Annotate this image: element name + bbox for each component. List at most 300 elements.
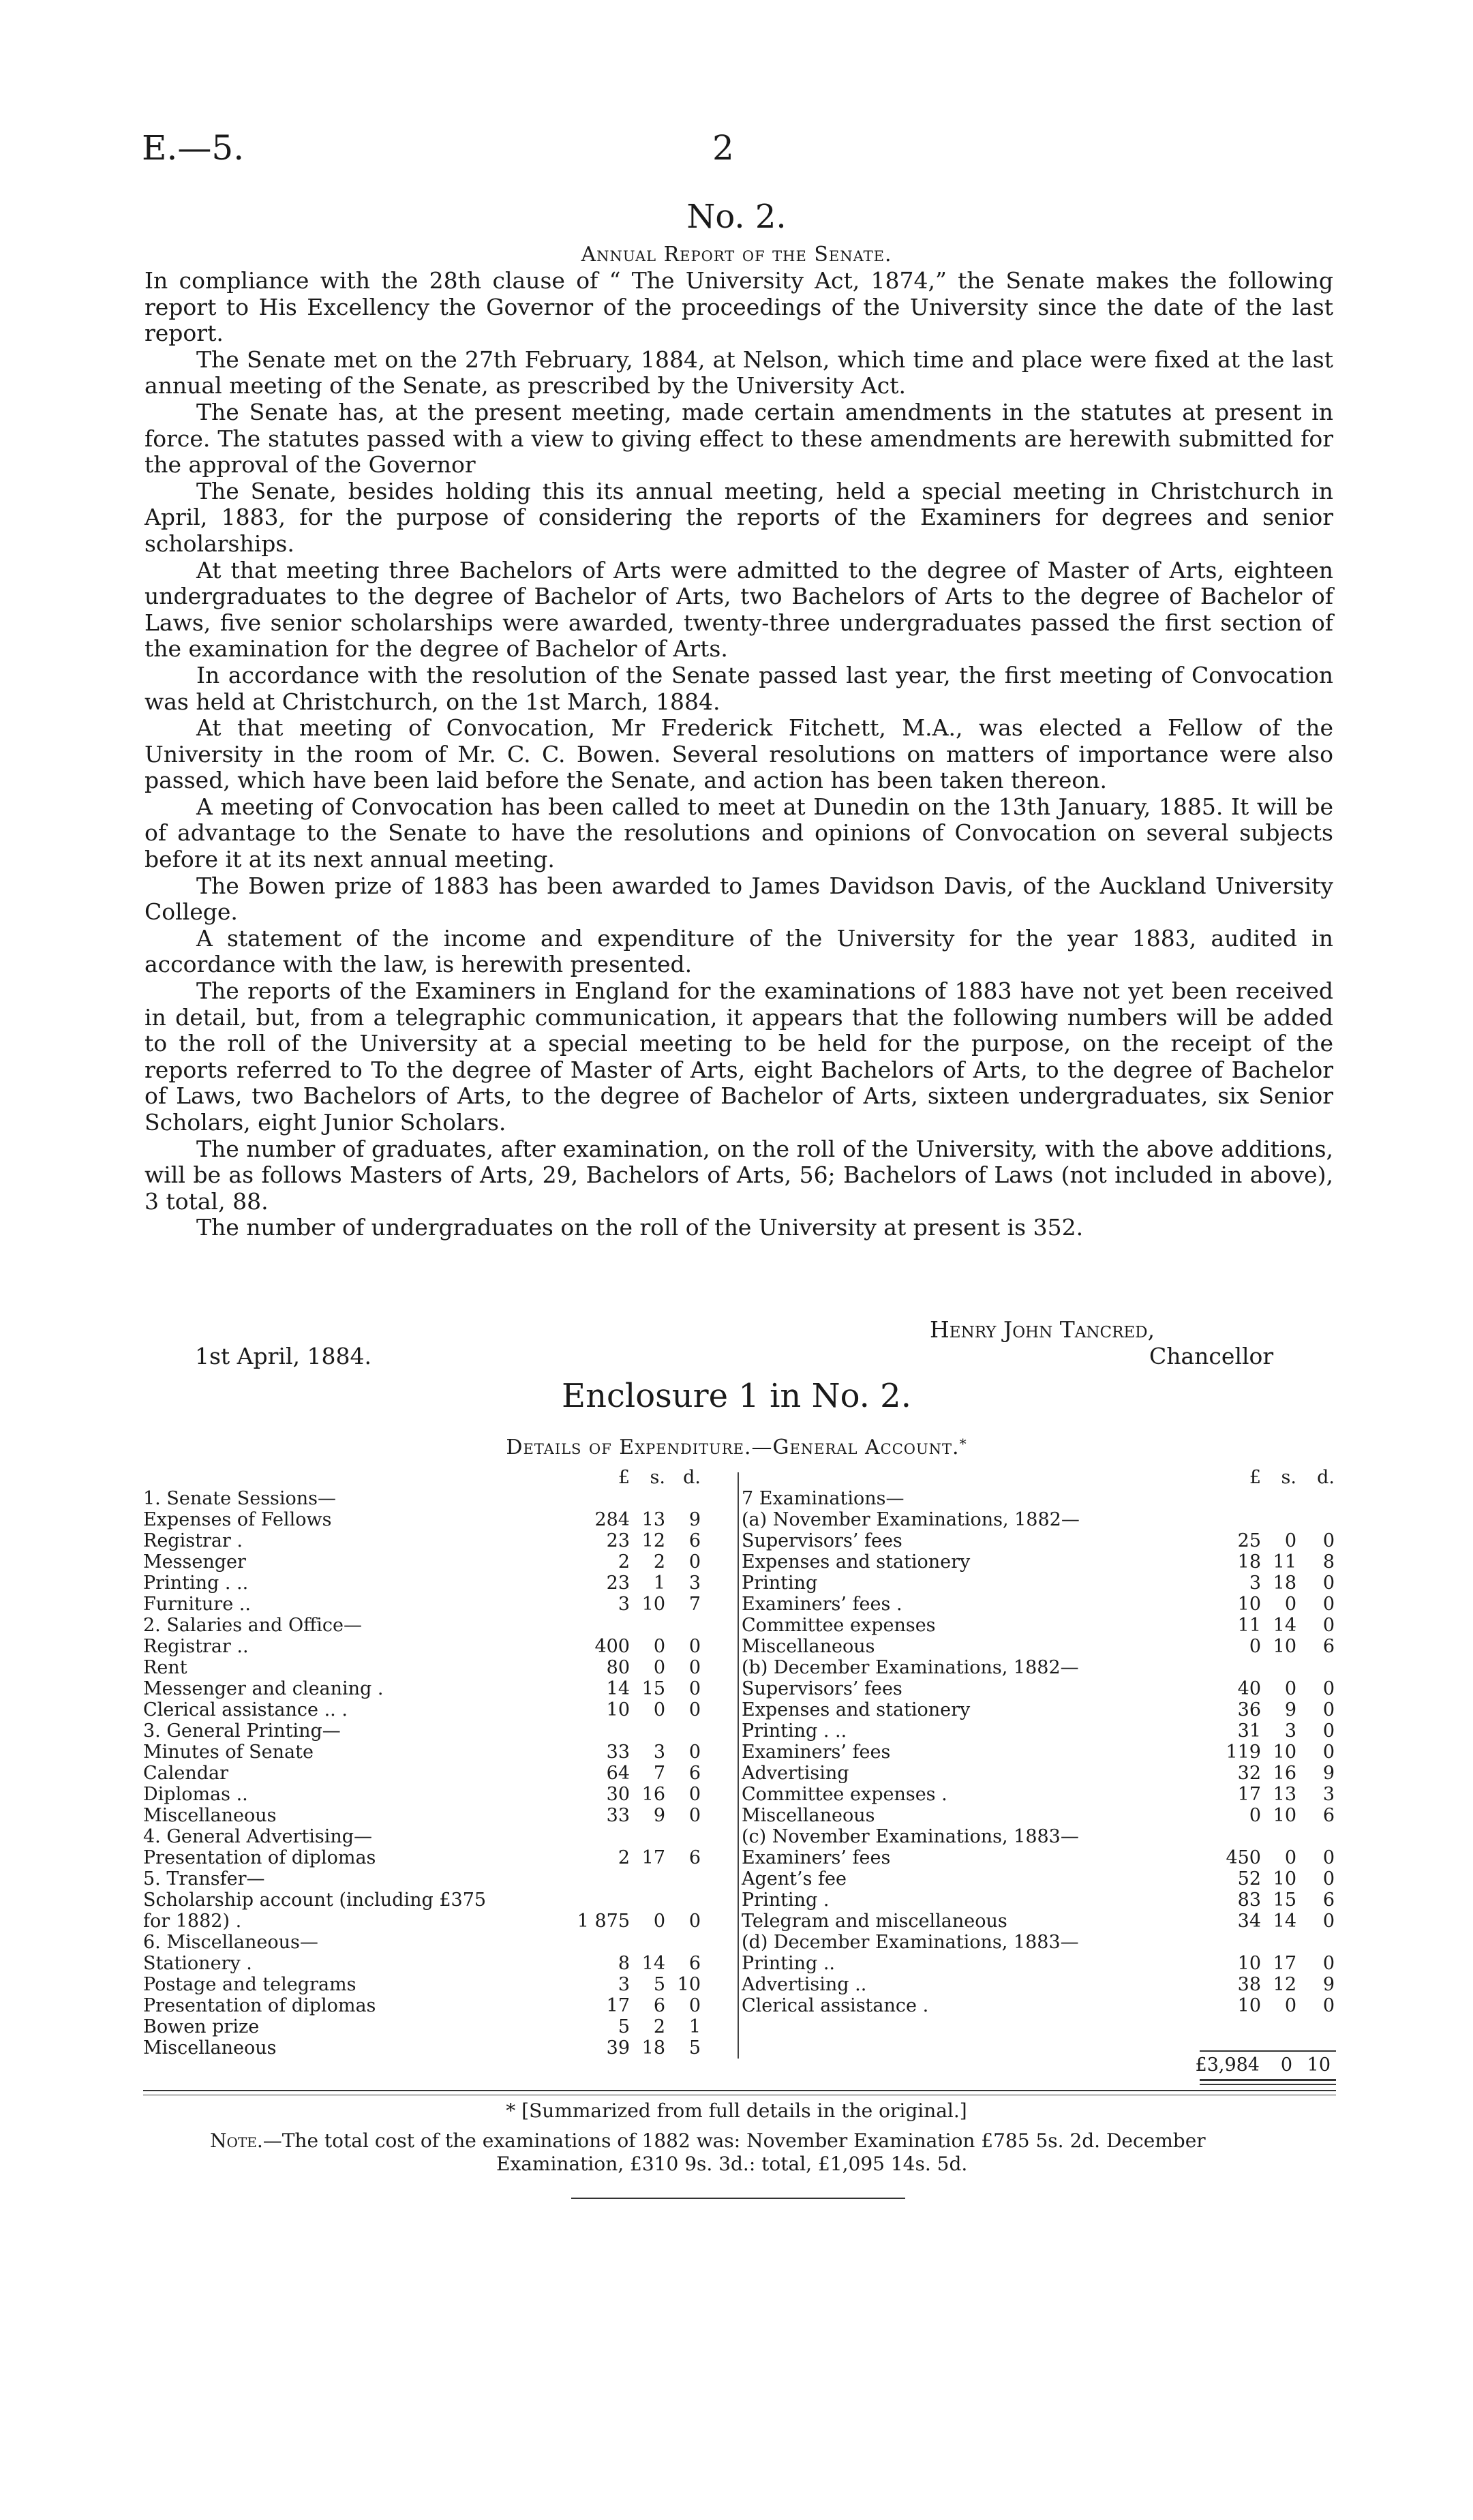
- amount-pounds: 3: [618, 1974, 630, 1995]
- amount-pounds: 0: [1249, 1805, 1261, 1826]
- row-spacer: [701, 1530, 736, 1551]
- amount-pence: 0: [688, 1678, 701, 1699]
- enclosure-title: Enclosure 1 in No. 2.: [562, 1377, 911, 1415]
- amount-pence: 6: [1322, 1889, 1335, 1911]
- amount-pence: 6: [1322, 1805, 1335, 1826]
- amount-shillings: [1261, 1932, 1296, 1953]
- amount-shillings: 0: [653, 1911, 665, 1932]
- amount-pence: 0: [1322, 1678, 1335, 1699]
- amount-pence: 0: [1322, 1720, 1335, 1742]
- amount-pounds: 30: [606, 1784, 630, 1805]
- amount-shillings: 17: [1273, 1953, 1296, 1974]
- expenditure-table-left: [143, 1467, 736, 2059]
- amount-pence: 6: [688, 1847, 701, 1868]
- amount-pounds: 11: [1237, 1615, 1261, 1636]
- document-code: E.—5.: [142, 128, 245, 168]
- item-label: Advertising ..: [742, 1974, 867, 1995]
- currency-header: d.: [683, 1467, 701, 1488]
- note-line: Examination, £310 9s. 3d.: total, £1,095 14s. 5d.: [496, 2153, 968, 2175]
- amount-pence: 5: [688, 2037, 701, 2059]
- amount-pence: [665, 1868, 701, 1889]
- amount-shillings: [1261, 1657, 1296, 1678]
- amount-pounds: 5: [618, 2016, 630, 2037]
- amount-pence: [665, 1889, 701, 1911]
- expenditure-row: [742, 1720, 1335, 1742]
- currency-header-row: [742, 1467, 1335, 1488]
- expenditure-row: [742, 1699, 1335, 1720]
- amount-shillings: [630, 1720, 665, 1742]
- amount-pounds: [1198, 1657, 1261, 1678]
- amount-shillings: [630, 1826, 665, 1847]
- item-label: Printing . ..: [742, 1720, 847, 1742]
- header-spacer: [143, 1467, 567, 1488]
- total-double-rule: [1200, 2079, 1336, 2081]
- amount-shillings: 0: [1284, 1530, 1296, 1551]
- report-subtitle: Annual Report of the Senate.: [581, 243, 892, 267]
- expenditure-row: [742, 1573, 1335, 1594]
- amount-pence: 8: [1322, 1551, 1335, 1573]
- amount-shillings: 14: [1273, 1615, 1296, 1636]
- row-spacer: [701, 1763, 736, 1784]
- paragraph: In compliance with the 28th clause of “ The University Act, 1874,” the Senate makes the following report to His Excellency the Governor of the proceedings of the University since the date of the last report.: [145, 267, 1333, 347]
- amount-pence: 0: [688, 1657, 701, 1678]
- amount-pounds: 36: [1237, 1699, 1261, 1720]
- expenditure-row: [742, 1868, 1335, 1889]
- expenditure-row: [742, 1889, 1335, 1911]
- item-label: Calendar: [143, 1763, 229, 1784]
- item-label: Supervisors’ fees: [742, 1678, 902, 1699]
- expenditure-row: [143, 1530, 736, 1551]
- expenditure-row: [143, 2037, 736, 2059]
- amount-pence: [1296, 1657, 1335, 1678]
- footnote: * [Summarized from full details in the original.]: [506, 2099, 967, 2122]
- amount-shillings: 2: [653, 2016, 665, 2037]
- row-spacer: [701, 1826, 736, 1847]
- row-spacer: [701, 1868, 736, 1889]
- end-rule: [571, 2198, 905, 2199]
- item-label: Expenses and stationery: [742, 1699, 971, 1720]
- item-label: Diplomas ..: [143, 1784, 248, 1805]
- amount-shillings: 9: [1284, 1699, 1296, 1720]
- amount-pence: 0: [688, 1805, 701, 1826]
- item-label: Bowen prize: [143, 2016, 260, 2037]
- expenditure-row: [742, 1826, 1335, 1847]
- expenditure-row: [143, 1995, 736, 2016]
- expenditure-row: [742, 1784, 1335, 1805]
- amount-pence: [665, 1488, 701, 1509]
- amount-pence: 6: [688, 1953, 701, 1974]
- item-label: Furniture ..: [143, 1594, 251, 1615]
- amount-shillings: 6: [653, 1995, 665, 2016]
- row-spacer: [701, 1699, 736, 1720]
- row-spacer: [701, 1889, 736, 1911]
- amount-pounds: 14: [606, 1678, 630, 1699]
- item-label: (a) November Examinations, 1882—: [742, 1509, 1080, 1530]
- amount-pence: 7: [688, 1594, 701, 1615]
- amount-pence: 3: [1322, 1784, 1335, 1805]
- amount-pence: 9: [688, 1509, 701, 1530]
- expenditure-row: [742, 1678, 1335, 1699]
- expenditure-row: [742, 1805, 1335, 1826]
- row-spacer: [701, 1594, 736, 1615]
- amount-pounds: [567, 1720, 630, 1742]
- row-spacer: [701, 1509, 736, 1530]
- expenditure-row: [143, 1742, 736, 1763]
- amount-pounds: 39: [606, 2037, 630, 2059]
- amount-pence: [1296, 1488, 1335, 1509]
- amount-pence: 9: [1322, 1974, 1335, 1995]
- expenditure-row: [742, 1974, 1335, 1995]
- amount-pence: 0: [1322, 1995, 1335, 2016]
- row-spacer: [701, 1974, 736, 1995]
- amount-shillings: 0: [1284, 1678, 1296, 1699]
- amount-shillings: 10: [1273, 1742, 1296, 1763]
- amount-shillings: [630, 1868, 665, 1889]
- row-spacer: [701, 2037, 736, 2059]
- paragraph: The Senate has, at the present meeting, made certain amendments in the statutes at present in force. The statutes passed with a view to giving effect to these amendments are herewith submitted for the approval of the Governor: [145, 398, 1333, 479]
- amount-pounds: 34: [1237, 1911, 1261, 1932]
- page-number: 2: [712, 128, 734, 168]
- item-label: 4. General Advertising—: [143, 1826, 373, 1847]
- item-label: 3. General Printing—: [143, 1720, 341, 1742]
- amount-pence: 0: [1322, 1868, 1335, 1889]
- amount-pounds: 31: [1237, 1720, 1261, 1742]
- amount-pence: 0: [1322, 1911, 1335, 1932]
- total-rule: [1200, 2050, 1336, 2052]
- amount-pence: 6: [688, 1763, 701, 1784]
- footnote-marker: *: [959, 1436, 967, 1452]
- item-label: Supervisors’ fees: [742, 1530, 902, 1551]
- row-spacer: [701, 1615, 736, 1636]
- expenditure-row: [143, 1805, 736, 1826]
- item-label: Expenses and stationery: [742, 1551, 971, 1573]
- amount-shillings: [1261, 1488, 1296, 1509]
- item-label: Presentation of diplomas: [143, 1995, 376, 2016]
- item-label: 2. Salaries and Office—: [143, 1615, 363, 1636]
- amount-shillings: 0: [653, 1699, 665, 1720]
- item-label: Miscellaneous: [742, 1805, 875, 1826]
- header-spacer: [742, 1467, 1198, 1488]
- amount-pounds: 23: [606, 1573, 630, 1594]
- expenditure-row: [742, 1953, 1335, 1974]
- amount-pence: 0: [688, 1636, 701, 1657]
- item-label: Examiners’ fees: [742, 1847, 891, 1868]
- item-label: Miscellaneous: [742, 1636, 875, 1657]
- amount-shillings: [1261, 1509, 1296, 1530]
- amount-shillings: 10: [1273, 1868, 1296, 1889]
- expenditure-row: [143, 1509, 736, 1530]
- item-label: Clerical assistance .: [742, 1995, 929, 2016]
- enclosure-subtitle: [0, 1436, 1473, 1459]
- item-label: Messenger: [143, 1551, 246, 1573]
- expenditure-row: [143, 1594, 736, 1615]
- expenditure-row: [143, 1636, 736, 1657]
- expenditure-row: [742, 1615, 1335, 1636]
- item-label: Expenses of Fellows: [143, 1509, 332, 1530]
- amount-pence: 0: [688, 1742, 701, 1763]
- amount-pounds: 17: [606, 1995, 630, 2016]
- amount-shillings: 0: [1284, 1847, 1296, 1868]
- amount-pounds: [567, 1868, 630, 1889]
- amount-pounds: 2: [618, 1551, 630, 1573]
- expenditure-row: [742, 1509, 1335, 1530]
- paragraph: A statement of the income and expenditure of the University for the year 1883, audited in accordance with the law, is herewith presented.: [145, 924, 1333, 978]
- amount-pence: [665, 1615, 701, 1636]
- expenditure-row: [742, 1636, 1335, 1657]
- expenditure-row: [742, 1742, 1335, 1763]
- amount-shillings: 18: [1273, 1573, 1296, 1594]
- amount-pence: 0: [688, 1995, 701, 2016]
- report-title: No. 2.: [686, 198, 787, 236]
- expenditure-row: [143, 1615, 736, 1636]
- amount-shillings: 10: [1273, 1805, 1296, 1826]
- report-body: [145, 268, 1333, 1241]
- currency-header: s.: [650, 1467, 665, 1488]
- amount-shillings: 17: [641, 1847, 665, 1868]
- amount-shillings: 16: [1273, 1763, 1296, 1784]
- item-label: Telegram and miscellaneous: [742, 1911, 1007, 1932]
- row-spacer: [701, 1911, 736, 1932]
- expenditure-row: [742, 1594, 1335, 1615]
- amount-pence: [665, 1932, 701, 1953]
- amount-pounds: 450: [1226, 1847, 1261, 1868]
- item-label: Scholarship account (including £375: [143, 1889, 487, 1911]
- row-spacer: [701, 1720, 736, 1742]
- amount-pounds: 17: [1237, 1784, 1261, 1805]
- amount-pounds: [567, 1826, 630, 1847]
- item-label: (c) November Examinations, 1883—: [742, 1826, 1079, 1847]
- amount-shillings: 0: [1284, 1995, 1296, 2016]
- expenditure-row: [143, 1911, 736, 1932]
- item-label: 5. Transfer—: [143, 1868, 265, 1889]
- enclosure-subtitle-text: Details of Expenditure.—General Account.: [506, 1436, 960, 1459]
- row-spacer: [701, 1742, 736, 1763]
- expenditure-row: [143, 1573, 736, 1594]
- amount-pounds: 10: [1237, 1995, 1261, 2016]
- amount-pence: 0: [688, 1699, 701, 1720]
- amount-pounds: 38: [1237, 1974, 1261, 1995]
- expenditure-row: [742, 1551, 1335, 1573]
- amount-shillings: 16: [641, 1784, 665, 1805]
- row-spacer: [701, 1953, 736, 1974]
- item-label: Rent: [143, 1657, 187, 1678]
- amount-pounds: 64: [606, 1763, 630, 1784]
- item-label: Committee expenses: [742, 1615, 936, 1636]
- row-spacer: [701, 1636, 736, 1657]
- divider: [143, 2090, 1336, 2091]
- amount-pence: 10: [677, 1974, 701, 1995]
- paragraph: The number of graduates, after examination, on the roll of the University, with the above additions, will be as follows Masters of Arts, 29, Bachelors of Arts, 56; Bachelors of Laws (not included in above), 3 total, 88.: [145, 1135, 1333, 1215]
- amount-pounds: 10: [1237, 1594, 1261, 1615]
- expenditure-row: [143, 1953, 736, 1974]
- amount-shillings: 13: [1273, 1784, 1296, 1805]
- column-divider: [738, 1472, 739, 2059]
- amount-pence: 0: [688, 1784, 701, 1805]
- item-label: Clerical assistance .. .: [143, 1699, 348, 1720]
- amount-pounds: [1198, 1826, 1261, 1847]
- total-pounds: £3,984: [1195, 2054, 1260, 2076]
- total-double-rule: [1200, 2084, 1336, 2085]
- expenditure-row: [742, 1763, 1335, 1784]
- amount-shillings: [630, 1889, 665, 1911]
- row-spacer: [701, 2016, 736, 2037]
- amount-pounds: [567, 1932, 630, 1953]
- item-label: Examiners’ fees: [742, 1742, 891, 1763]
- amount-pence: 0: [1322, 1573, 1335, 1594]
- amount-shillings: 15: [641, 1678, 665, 1699]
- amount-shillings: 14: [641, 1953, 665, 1974]
- amount-shillings: 1: [653, 1573, 665, 1594]
- currency-header: d.: [1317, 1467, 1335, 1488]
- item-label: Minutes of Senate: [143, 1742, 314, 1763]
- expenditure-row: [742, 1995, 1335, 2016]
- item-label: Registrar ..: [143, 1636, 249, 1657]
- currency-header: s.: [1281, 1467, 1296, 1488]
- amount-pence: [1296, 1509, 1335, 1530]
- item-label: Postage and telegrams: [143, 1974, 356, 1995]
- amount-shillings: 15: [1273, 1889, 1296, 1911]
- amount-shillings: 0: [653, 1636, 665, 1657]
- amount-shillings: 2: [653, 1551, 665, 1573]
- paragraph: In accordance with the resolution of the Senate passed last year, the first meeting of Convocation was held at Christchurch, on the 1st March, 1884.: [145, 661, 1333, 715]
- amount-pounds: 18: [1237, 1551, 1261, 1573]
- expenditure-table-right: [742, 1467, 1335, 2016]
- amount-pence: 6: [1322, 1636, 1335, 1657]
- expenditure-row: [742, 1488, 1335, 1509]
- item-label: (d) December Examinations, 1883—: [742, 1932, 1079, 1953]
- expenditure-row: [742, 1847, 1335, 1868]
- item-label: Advertising: [742, 1763, 849, 1784]
- currency-header: £: [1249, 1467, 1261, 1488]
- item-label: 7 Examinations—: [742, 1488, 905, 1509]
- expenditure-row: [143, 1847, 736, 1868]
- amount-pounds: 119: [1226, 1742, 1261, 1763]
- amount-shillings: 10: [641, 1594, 665, 1615]
- amount-shillings: 12: [641, 1530, 665, 1551]
- amount-pounds: 25: [1237, 1530, 1261, 1551]
- amount-pounds: 10: [606, 1699, 630, 1720]
- note: [210, 2129, 1328, 2176]
- expenditure-row: [143, 1826, 736, 1847]
- note-line: —The total cost of the examinations of 1882 was: November Examination £785 5s. 2d. December: [262, 2129, 1206, 2152]
- expenditure-row: [143, 1763, 736, 1784]
- expenditure-row: [742, 1911, 1335, 1932]
- item-label: Registrar .: [143, 1530, 243, 1551]
- row-spacer: [701, 1932, 736, 1953]
- expenditure-row: [143, 1488, 736, 1509]
- signatory-name: Henry John Tancred,: [930, 1316, 1155, 1343]
- expenditure-row: [143, 1932, 736, 1953]
- amount-pence: 0: [1322, 1699, 1335, 1720]
- amount-shillings: 13: [641, 1509, 665, 1530]
- amount-pounds: 3: [618, 1594, 630, 1615]
- item-label: Examiners’ fees .: [742, 1594, 902, 1615]
- amount-pounds: 1 875: [577, 1911, 630, 1932]
- amount-pounds: 3: [1249, 1573, 1261, 1594]
- amount-shillings: 9: [653, 1805, 665, 1826]
- amount-pounds: [1198, 1488, 1261, 1509]
- row-spacer: [701, 1784, 736, 1805]
- amount-pounds: [567, 1889, 630, 1911]
- amount-shillings: [630, 1488, 665, 1509]
- expenditure-row: [143, 1784, 736, 1805]
- expenditure-row: [143, 1889, 736, 1911]
- amount-pounds: 2: [618, 1847, 630, 1868]
- amount-pounds: [567, 1488, 630, 1509]
- amount-shillings: 0: [653, 1657, 665, 1678]
- expenditure-row: [143, 1551, 736, 1573]
- amount-pence: 0: [688, 1911, 701, 1932]
- expenditure-row: [143, 1974, 736, 1995]
- total-pence: 10: [1307, 2054, 1331, 2076]
- amount-pounds: 8: [618, 1953, 630, 1974]
- item-label: (b) December Examinations, 1882—: [742, 1657, 1079, 1678]
- row-spacer: [701, 1847, 736, 1868]
- header-spacer: [701, 1467, 736, 1488]
- amount-shillings: 12: [1273, 1974, 1296, 1995]
- row-spacer: [701, 1678, 736, 1699]
- amount-pence: 3: [688, 1573, 701, 1594]
- item-label: Agent’s fee: [742, 1868, 847, 1889]
- amount-shillings: 18: [641, 2037, 665, 2059]
- item-label: Miscellaneous: [143, 2037, 277, 2059]
- expenditure-row: [143, 1699, 736, 1720]
- item-label: 1. Senate Sessions—: [143, 1488, 337, 1509]
- amount-pounds: 80: [606, 1657, 630, 1678]
- amount-pounds: 40: [1237, 1678, 1261, 1699]
- amount-pounds: 400: [594, 1636, 630, 1657]
- amount-pence: [665, 1720, 701, 1742]
- expenditure-row: [742, 1932, 1335, 1953]
- expenditure-row: [742, 1530, 1335, 1551]
- amount-shillings: 10: [1273, 1636, 1296, 1657]
- amount-pounds: 33: [606, 1805, 630, 1826]
- amount-pence: [665, 1826, 701, 1847]
- amount-pounds: 33: [606, 1742, 630, 1763]
- amount-pounds: 52: [1237, 1868, 1261, 1889]
- item-label: Presentation of diplomas: [143, 1847, 376, 1868]
- amount-shillings: 11: [1273, 1551, 1296, 1573]
- paragraph: The Senate met on the 27th February, 1884, at Nelson, which time and place were fixed at the last annual meeting of the Senate, as prescribed by the University Act.: [145, 346, 1333, 399]
- report-date: 1st April, 1884.: [195, 1343, 371, 1369]
- amount-pence: [1296, 1932, 1335, 1953]
- row-spacer: [701, 1657, 736, 1678]
- amount-pence: 9: [1322, 1763, 1335, 1784]
- signature-block: [145, 1317, 1333, 1371]
- amount-pence: 0: [1322, 1615, 1335, 1636]
- item-label: Miscellaneous: [143, 1805, 277, 1826]
- item-label: 6. Miscellaneous—: [143, 1932, 318, 1953]
- expenditure-row: [143, 2016, 736, 2037]
- amount-pounds: 10: [1237, 1953, 1261, 1974]
- expenditure-row: [143, 1720, 736, 1742]
- amount-pence: [1296, 1826, 1335, 1847]
- item-label: for 1882) .: [143, 1911, 242, 1932]
- amount-shillings: 3: [653, 1742, 665, 1763]
- paragraph: The reports of the Examiners in England for the examinations of 1883 have not yet been received in detail, but, from a telegraphic communication, it appears that the following numbers will be added to the roll of the University at a special meeting to be held for the purpose, on the receipt of the reports referred to To the degree of Master of Arts, eight Bachelors of Arts, to the degree of Bachelor of Laws, two Bachelors of Arts, to the degree of Bachelor of Arts, sixteen undergraduates, six Senior Scholars, eight Junior Scholars.: [145, 977, 1333, 1136]
- expenditure-row: [742, 1657, 1335, 1678]
- amount-pounds: [1198, 1509, 1261, 1530]
- row-spacer: [701, 1573, 736, 1594]
- paragraph: At that meeting of Convocation, Mr Frederick Fitchett, M.A., was elected a Fellow of the University in the room of Mr. C. C. Bowen. Several resolutions on matters of importance were also passed, which have been laid before the Senate, and action has been taken thereon.: [145, 714, 1333, 794]
- amount-shillings: 0: [1284, 1594, 1296, 1615]
- item-label: Printing ..: [742, 1953, 836, 1974]
- expenditure-row: [143, 1868, 736, 1889]
- signatory-role: Chancellor: [1149, 1343, 1274, 1369]
- amount-pence: 0: [1322, 1847, 1335, 1868]
- amount-shillings: 7: [653, 1763, 665, 1784]
- currency-header: £: [618, 1467, 630, 1488]
